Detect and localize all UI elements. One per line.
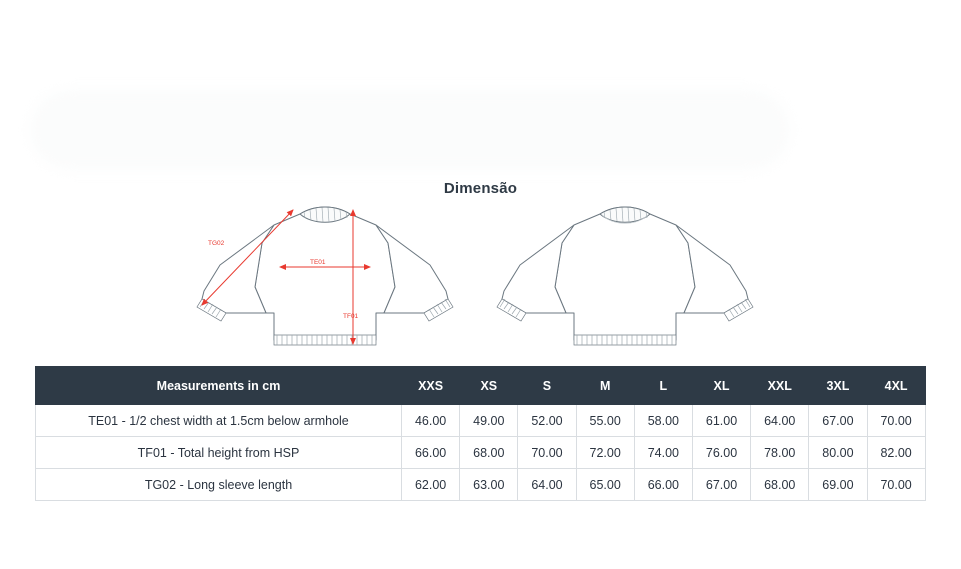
cell-tg02-xs: 63.00 bbox=[460, 469, 518, 501]
cell-tf01-l: 74.00 bbox=[634, 437, 692, 469]
row-label-tf01: TF01 - Total height from HSP bbox=[36, 437, 402, 469]
garment-diagram bbox=[0, 195, 961, 360]
header-size-xxl: XXL bbox=[751, 367, 809, 405]
row-label-te01: TE01 - 1/2 chest width at 1.5cm below armhole bbox=[36, 405, 402, 437]
cell-te01-xxl: 64.00 bbox=[751, 405, 809, 437]
cell-tf01-3xl: 80.00 bbox=[809, 437, 867, 469]
header-size-l: L bbox=[634, 367, 692, 405]
cell-te01-3xl: 67.00 bbox=[809, 405, 867, 437]
annotation-tg02: TG02 bbox=[208, 240, 225, 247]
header-size-xs: XS bbox=[460, 367, 518, 405]
cell-tg02-m: 65.00 bbox=[576, 469, 634, 501]
table-row bbox=[36, 469, 926, 501]
cell-tg02-s: 64.00 bbox=[518, 469, 576, 501]
annotation-tf01: TF01 bbox=[343, 313, 359, 320]
cell-tf01-m: 72.00 bbox=[576, 437, 634, 469]
table-row bbox=[36, 437, 926, 469]
cell-tg02-l: 66.00 bbox=[634, 469, 692, 501]
cell-tf01-xl: 76.00 bbox=[692, 437, 750, 469]
cell-tf01-4xl: 82.00 bbox=[867, 437, 925, 469]
header-size-s: S bbox=[518, 367, 576, 405]
garment-front-view bbox=[180, 195, 480, 360]
header-measurements: Measurements in cm bbox=[36, 367, 402, 405]
cell-tg02-xxl: 68.00 bbox=[751, 469, 809, 501]
cell-tg02-xxs: 62.00 bbox=[402, 469, 460, 501]
page-title: Dimensão bbox=[443, 180, 518, 197]
table-row bbox=[36, 405, 926, 437]
background-wash bbox=[30, 90, 790, 170]
cell-tg02-3xl: 69.00 bbox=[809, 469, 867, 501]
cell-te01-s: 52.00 bbox=[518, 405, 576, 437]
annotation-te01: TE01 bbox=[310, 259, 326, 266]
cell-te01-xl: 61.00 bbox=[692, 405, 750, 437]
garment-back-view bbox=[480, 195, 780, 360]
cell-tf01-xxs: 66.00 bbox=[402, 437, 460, 469]
cell-tg02-4xl: 70.00 bbox=[867, 469, 925, 501]
cell-te01-l: 58.00 bbox=[634, 405, 692, 437]
cell-tg02-xl: 67.00 bbox=[692, 469, 750, 501]
row-label-tg02: TG02 - Long sleeve length bbox=[36, 469, 402, 501]
cell-te01-xs: 49.00 bbox=[460, 405, 518, 437]
header-size-m: M bbox=[576, 367, 634, 405]
cell-tf01-s: 70.00 bbox=[518, 437, 576, 469]
cell-tf01-xxl: 78.00 bbox=[751, 437, 809, 469]
header-size-xxs: XXS bbox=[402, 367, 460, 405]
cell-te01-4xl: 70.00 bbox=[867, 405, 925, 437]
table-header-row bbox=[36, 367, 926, 405]
size-chart-table bbox=[35, 366, 926, 501]
header-size-4xl: 4XL bbox=[867, 367, 925, 405]
cell-te01-xxs: 46.00 bbox=[402, 405, 460, 437]
cell-tf01-xs: 68.00 bbox=[460, 437, 518, 469]
header-size-3xl: 3XL bbox=[809, 367, 867, 405]
header-size-xl: XL bbox=[692, 367, 750, 405]
cell-te01-m: 55.00 bbox=[576, 405, 634, 437]
